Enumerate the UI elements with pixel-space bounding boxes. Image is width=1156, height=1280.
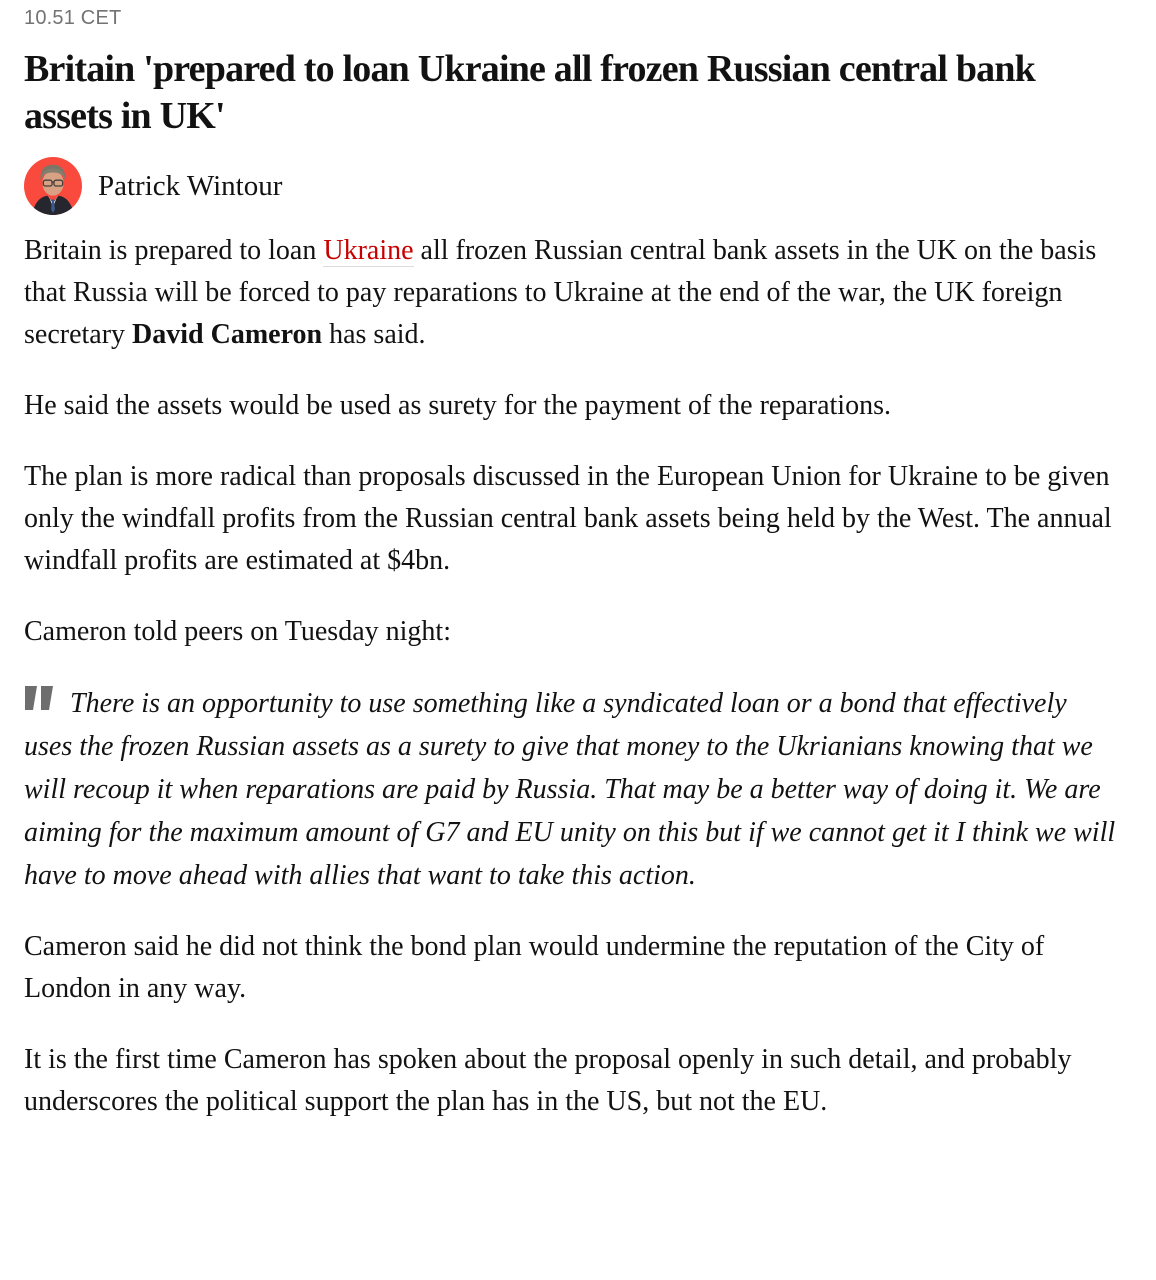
paragraph-6: It is the first time Cameron has spoken about the proposal openly in such detail, and probably underscores the political support the plan has in the US, but not the EU. [24,1044,1072,1117]
author-name[interactable]: Patrick Wintour [98,170,283,202]
byline[interactable] [24,157,1132,215]
paragraph-1 [24,230,1114,356]
quote-text: There is an opportunity to use something like a syndicated loan or a bond that effectively uses the frozen Russian assets as a surety to give that money to the Ukrianians knowing that we will recoup it when reparations are paid by Russia. That may be a better way of doing it. We are aiming for the maximum amount of G7 and EU unity on this but if we cannot get it I think we will have to move ahead with allies that want to take this action. [24,688,1116,891]
author-portrait-icon [24,157,82,215]
paragraph-1-text-cont: all frozen Russian central bank assets in the UK on the basis that Russia will be forced to pay reparations to Ukraine at the end of the war, the UK foreign secretary [24,235,1097,350]
paragraph-1-end: has said. [322,319,426,350]
paragraph-2: He said the assets would be used as surety for the payment of the reparations. [24,390,891,421]
paragraph-1-text: Britain is prepared to loan [24,235,324,266]
ukraine-link[interactable]: Ukraine [323,235,414,266]
author-avatar[interactable] [24,157,82,215]
paragraph-3: The plan is more radical than proposals discussed in the European Union for Ukraine to be given only the windfall profits from the Russian central bank assets being held by the West. The annual windfall profits are estimated at $4bn. [24,461,1112,576]
article-body [24,230,1132,1123]
block-quote [24,682,1119,897]
entry-timestamp[interactable]: 10.51 CET [24,7,122,29]
david-cameron-bold: David Cameron [132,319,323,350]
double-quote-icon [24,681,60,724]
paragraph-5: Cameron said he did not think the bond plan would undermine the reputation of the City of London in any way. [24,931,1045,1004]
paragraph-4: Cameron told peers on Tuesday night: [24,616,451,647]
entry-headline: Britain 'prepared to loan Ukraine all frozen Russian central bank assets in UK' [24,48,1036,137]
